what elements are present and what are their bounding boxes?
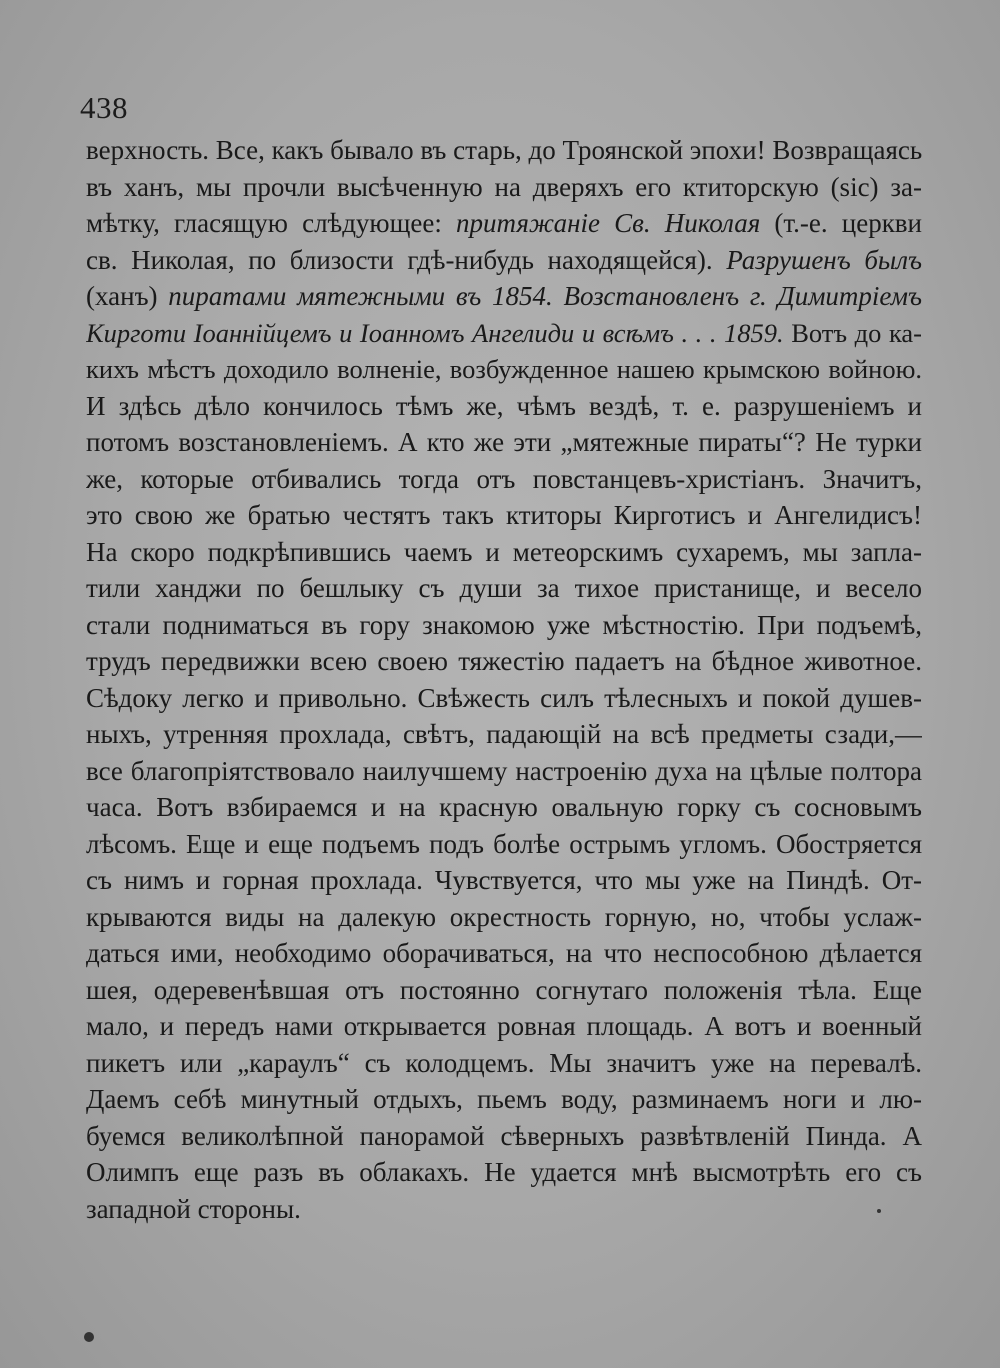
italic-text: притяжаніе Св. Николая (455, 208, 761, 238)
ink-speck (877, 1209, 881, 1213)
line-text: пикетъ или „караулъ“ съ колодцемъ. Мы значитъ уже на перевалѣ. (86, 1047, 922, 1078)
line-text: Олимпъ еще разъ въ облакахъ. Не удается мнѣ высмотрѣть его съ (86, 1157, 922, 1187)
italic-text: пиратами мятежными въ 1854. Возстановленъ г. Димитріемъ (168, 281, 922, 311)
line-text: трудъ передвижки всею своею тяжестію падаетъ на бѣдное животное. (86, 646, 922, 676)
text-line (86, 388, 922, 425)
line-text: все благопріятствовало наилучшему настроенію духа на цѣлые полтора (86, 755, 922, 786)
line-text: шея, одеревенѣвшая отъ постоянно согнутаго положенія тѣла. Еще (86, 974, 922, 1005)
line-text: это свою же братью честятъ такъ ктиторы Кирготисъ и Ангелидисъ! (86, 500, 922, 530)
text-line (86, 643, 922, 680)
line-text: буемся великолѣпной панорамой сѣверныхъ развѣтвленій Пинда. А (86, 1120, 922, 1151)
text-line (86, 534, 922, 571)
text-line (86, 789, 922, 826)
italic-text: Кирготи Іоаннійцемъ и Іоанномъ Ангелиди и всѣмъ . . . 1859. (86, 317, 784, 348)
line-text: крываются виды на далекую окрестность горную, но, чтобы услаж- (86, 901, 922, 932)
line-text: мѣтку, гласящую слѣдующее: (86, 208, 456, 238)
line-text: верхность. Все, какъ бывало въ старь, до Троянской эпохи! Возвращаясь (86, 135, 922, 165)
text-line (86, 424, 922, 461)
line-text: тили ханджи по бешлыку съ души за тихое пристанище, и весело (86, 573, 922, 603)
line-text: даться ими, необходимо оборачиваться, на что неспособною дѣлается (86, 938, 922, 968)
text-line (86, 680, 922, 717)
text-line (86, 753, 922, 790)
italic-text: Разрушенъ былъ (726, 244, 922, 275)
text-line (86, 899, 922, 936)
line-text: И здѣсь дѣло кончилось тѣмъ же, чѣмъ вездѣ, т. е. разрушеніемъ и (86, 390, 922, 421)
line-text: мало, и передъ нами открывается ровная площадь. А вотъ и военный (86, 1011, 922, 1041)
page-number: 438 (80, 90, 128, 125)
text-line (86, 278, 922, 315)
line-text: (т.-е. церкви (760, 208, 922, 238)
text-line (86, 461, 922, 498)
text-line (86, 607, 922, 644)
text-line (86, 972, 922, 1009)
text-line (86, 935, 922, 972)
line-text: съ нимъ и горная прохлада. Чувствуется, что мы уже на Пиндѣ. От- (86, 865, 922, 895)
line-text: стали подниматься въ гору знакомою уже мѣстностію. При подъемѣ, (86, 609, 922, 640)
text-line (86, 862, 922, 899)
text-line (86, 1118, 922, 1155)
text-line (86, 1045, 922, 1082)
text-line (86, 132, 922, 169)
text-line (86, 169, 922, 206)
line-text: На скоро подкрѣпившись чаемъ и метеорскимъ сухаремъ, мы запла- (86, 536, 922, 567)
line-text: часа. Вотъ взбираемся и на красную овальную горку съ сосновымъ (86, 792, 922, 822)
line-text: лѣсомъ. Еще и еще подъемъ подъ болѣе острымъ угломъ. Обостряется (86, 828, 922, 859)
line-text: западной стороны. (86, 1193, 301, 1224)
line-text: же, которые отбивались тогда отъ повстанцевъ-христіанъ. Значитъ, (86, 463, 922, 494)
text-line (86, 1081, 922, 1118)
text-line (86, 315, 922, 352)
line-text: Сѣдоку легко и привольно. Свѣжесть силъ тѣлесныхъ и покой душев- (86, 682, 922, 713)
ink-speck (84, 1332, 94, 1342)
line-text: (ханъ) (86, 281, 169, 311)
line-text: Вотъ до ка- (783, 317, 922, 348)
text-line (86, 351, 922, 388)
line-text: въ ханъ, мы прочли высѣченную на дверяхъ его ктиторскую (sic) за- (86, 171, 922, 202)
text-line (86, 570, 922, 607)
line-text: ныхъ, утренняя прохлада, свѣтъ, падающій на всѣ предметы сзади,— (86, 719, 922, 749)
text-line (86, 1154, 922, 1191)
text-line (86, 205, 922, 242)
body-text (86, 132, 922, 1227)
text-line (86, 716, 922, 753)
text-line (86, 1191, 922, 1228)
text-line (86, 826, 922, 863)
line-text: Даемъ себѣ минутный отдыхъ, пьемъ воду, разминаемъ ноги и лю- (86, 1084, 922, 1114)
text-line (86, 1008, 922, 1045)
text-line (86, 242, 922, 279)
line-text: кихъ мѣстъ доходило волненіе, возбужденное нашею крымскою войною. (86, 354, 922, 384)
text-line (86, 497, 922, 534)
line-text: потомъ возстановленіемъ. А кто же эти „мятежные пираты“? Не турки (86, 427, 922, 457)
line-text: св. Николая, по близости гдѣ-нибудь находящейся). (86, 244, 727, 275)
